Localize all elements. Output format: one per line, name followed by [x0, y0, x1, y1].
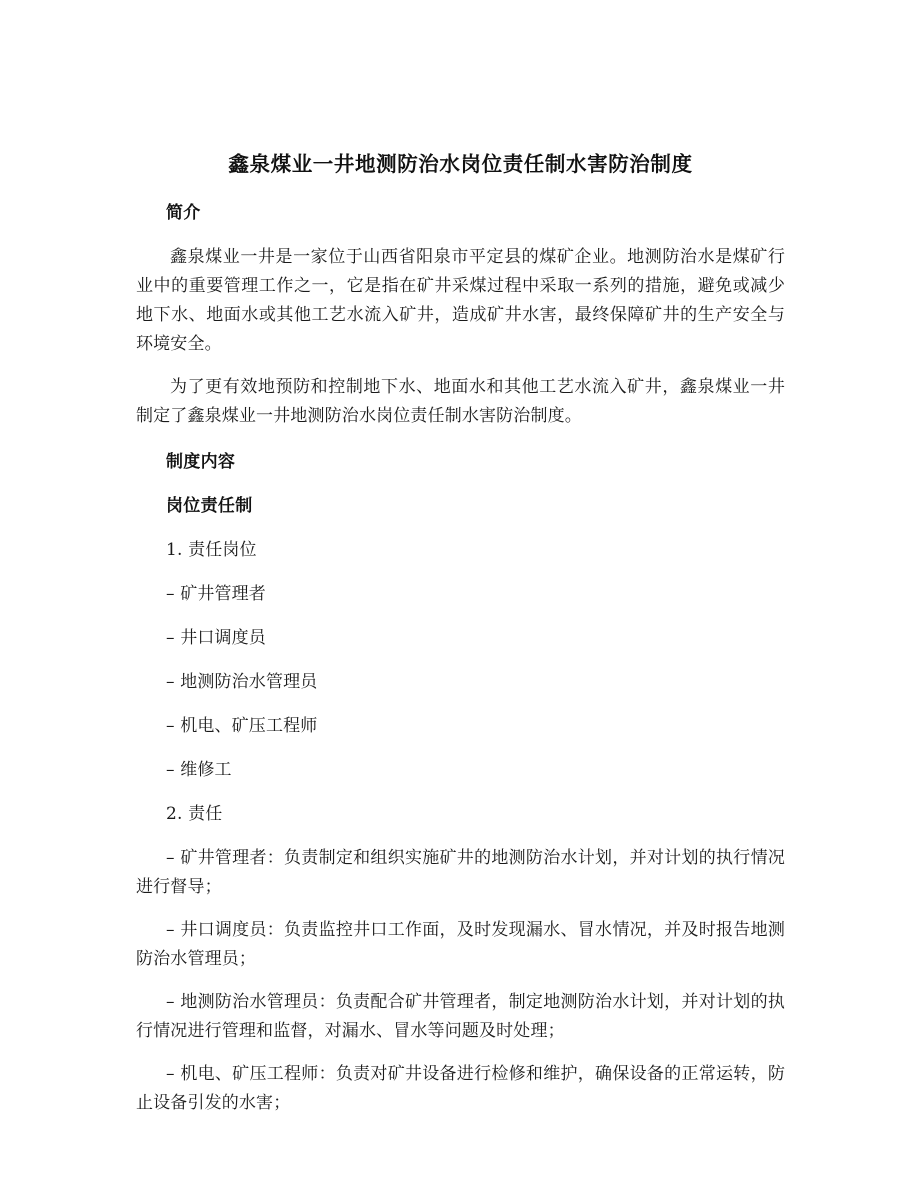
spacer	[136, 521, 785, 536]
list-item: – 维修工	[166, 759, 232, 780]
spacer	[136, 179, 785, 199]
spacer	[136, 609, 785, 624]
list-item: – 机电、矿压工程师	[166, 715, 318, 736]
intro-paragraph-2: 为了更有效地预防和控制地下水、地面水和其他工艺水流入矿井，鑫泉煤业一井制定了鑫泉煤业一井地测防治水岗位责任制水害防治制度。	[136, 376, 785, 426]
intro-paragraph-1: 鑫泉煤业一井是一家位于山西省阳泉市平定县的煤矿企业。地测防治水是煤矿行业中的重要管理工作之一，它是指在矿井采煤过程中采取一系列的措施，避免或减少地下水、地面水或其他工艺水流入矿井，造成矿井水害，最终保障矿井的生产安全与环境安全。	[136, 246, 785, 354]
section-heading-content: 制度内容	[166, 451, 236, 472]
responsibility-item: – 机电、矿压工程师：负责对矿井设备进行检修和维护，确保设备的正常运转，防止设备引发的水害；	[136, 1063, 785, 1113]
spacer	[136, 477, 785, 492]
page-title: 鑫泉煤业一井地测防治水岗位责任制水害防治制度	[228, 152, 693, 176]
section-heading-responsibility-system: 岗位责任制	[166, 495, 253, 516]
list-item-number-2: 2. 责任	[166, 803, 223, 824]
spacer	[136, 902, 785, 916]
section-heading-intro: 简介	[166, 202, 201, 223]
responsibility-item: – 井口调度员：负责监控井口工作面，及时发现漏水、冒水情况，并及时报告地测防治水管理员；	[136, 919, 785, 969]
list-item: – 地测防治水管理员	[166, 671, 318, 692]
responsibility-item: – 矿井管理者：负责制定和组织实施矿井的地测防治水计划，并对计划的执行情况进行督导；	[136, 847, 785, 897]
spacer	[136, 829, 785, 844]
spacer	[136, 228, 785, 243]
responsibility-item: – 地测防治水管理员：负责配合矿井管理者，制定地测防治水计划，并对计划的执行情况进行管理和监督，对漏水、冒水等问题及时处理；	[136, 991, 785, 1041]
document-content	[136, 0, 785, 1118]
spacer	[136, 974, 785, 988]
spacer	[136, 1046, 785, 1060]
list-item: – 矿井管理者	[166, 583, 266, 604]
spacer	[136, 359, 785, 373]
spacer	[136, 565, 785, 580]
spacer	[136, 697, 785, 712]
spacer	[136, 741, 785, 756]
list-item-number-1: 1. 责任岗位	[166, 539, 257, 560]
list-item: – 井口调度员	[166, 627, 266, 648]
spacer	[136, 653, 785, 668]
spacer	[136, 785, 785, 800]
spacer	[136, 431, 785, 448]
